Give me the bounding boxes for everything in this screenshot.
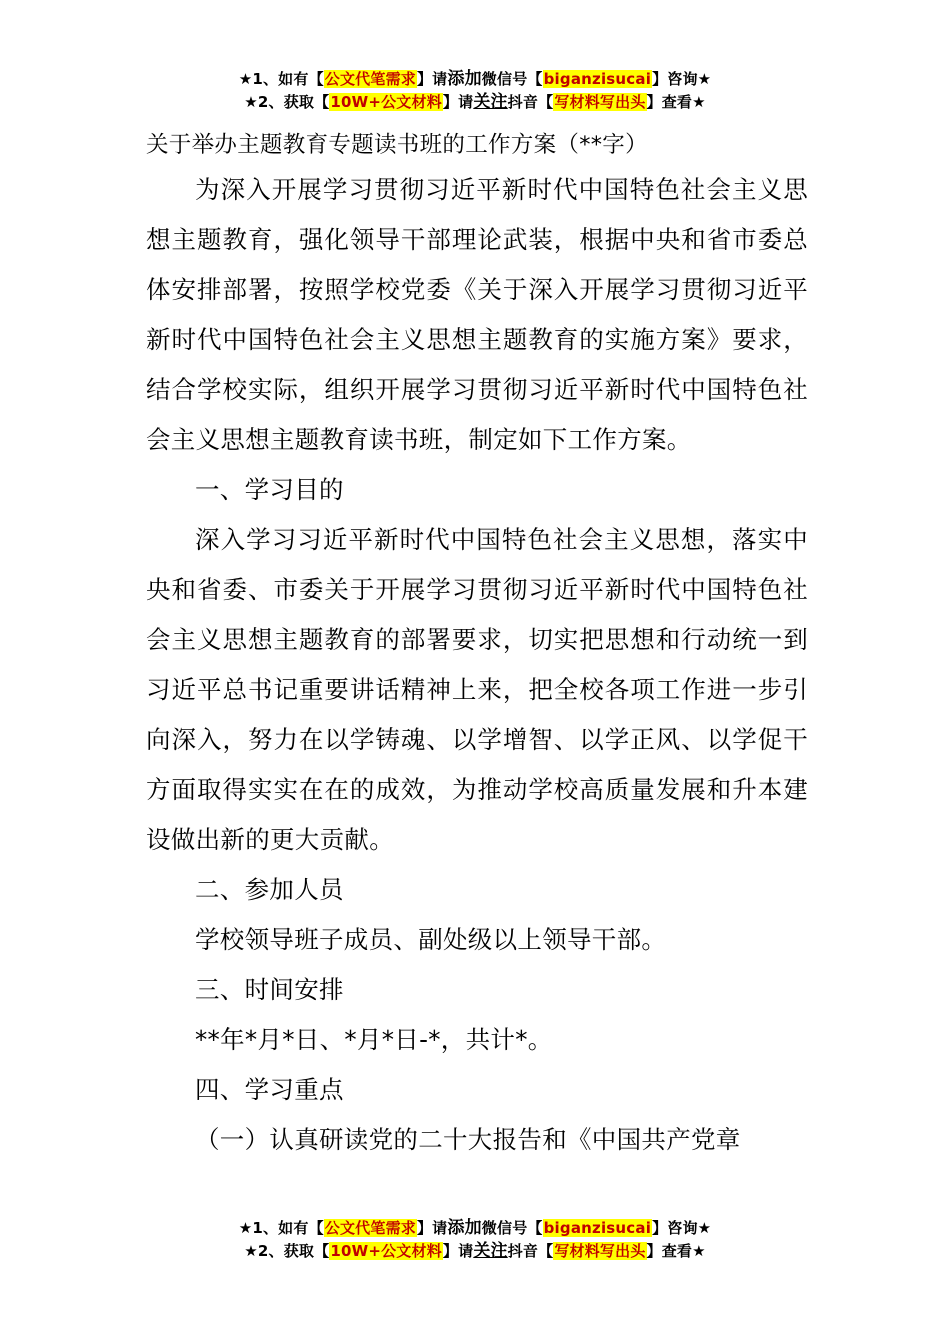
section-heading: 四、学习重点 [195, 1075, 344, 1104]
banner-text: 】咨询★ [652, 70, 712, 88]
banner-line-1 [0, 1217, 950, 1240]
document-title: 关于举办主题教育专题读书班的工作方案（**字） [146, 132, 648, 158]
section-heading: 二、参加人员 [195, 875, 344, 904]
banner-highlight: biganzisucai [543, 70, 652, 88]
banner-text: 】请 [442, 1242, 474, 1260]
banner-text: 微信号【 [481, 1219, 543, 1237]
document-body [146, 125, 808, 1165]
section-paragraph: 深入学习习近平新时代中国特色社会主义思想，落实中央和省委、市委关于开展学习贯彻习近平新时代中国特色社会主义思想主题教育的部署要求，切实把思想和行动统一到习近平总书记重要讲话精神上来，把全校各项工作进一步引向深入，努力在以学铸魂、以学增智、以学正风、以学促干方面取得实实在在的成效，为推动学校高质量发展和升本建设做出新的更大贡献。 [146, 525, 808, 854]
banner-highlight: 公文代笔需求 [324, 70, 416, 88]
section-paragraph: 学校领导班子成员、副处级以上领导干部。 [195, 925, 667, 954]
banner-text: 微信号【 [481, 70, 543, 88]
section-paragraph: **年*月*日、*月*日-*，共计*。 [195, 1025, 553, 1054]
banner-emphasis: 关注 [473, 1241, 508, 1261]
banner-text: 】请 [416, 70, 448, 88]
banner-highlight: 10W+公文材料 [330, 1242, 442, 1260]
footer-banner [0, 1217, 950, 1263]
banner-text: ★1、如有【 [238, 70, 324, 88]
banner-highlight: 写材料写出头 [554, 1242, 646, 1260]
banner-text: 】请 [442, 93, 474, 111]
banner-highlight: biganzisucai [543, 1219, 652, 1237]
banner-line-1 [0, 68, 950, 91]
banner-text: 】查看★ [646, 93, 706, 111]
section-paragraph: （一）认真研读党的二十大报告和《中国共产党章 [195, 1125, 741, 1154]
banner-line-2 [0, 91, 950, 114]
banner-emphasis: 关注 [473, 92, 508, 112]
banner-text: ★1、如有【 [238, 1219, 324, 1237]
banner-highlight: 写材料写出头 [554, 93, 646, 111]
section-heading: 一、学习目的 [195, 475, 344, 504]
banner-line-2 [0, 1240, 950, 1263]
banner-text: ★2、获取【 [244, 93, 330, 111]
banner-text: ★2、获取【 [244, 1242, 330, 1260]
intro-paragraph: 为深入开展学习贯彻习近平新时代中国特色社会主义思想主题教育，强化领导干部理论武装，根据中央和省市委总体安排部署，按照学校党委《关于深入开展学习贯彻习近平新时代中国特色社会主义思想主题教育的实施方案》要求，结合学校实际，组织开展学习贯彻习近平新时代中国特色社会主义思想主题教育读书班，制定如下工作方案。 [146, 175, 808, 454]
header-banner [0, 68, 950, 114]
banner-emphasis: 添加 [447, 69, 482, 89]
banner-highlight: 10W+公文材料 [330, 93, 442, 111]
banner-text: 抖音【 [507, 1242, 554, 1260]
banner-text: 抖音【 [507, 93, 554, 111]
section-heading: 三、时间安排 [195, 975, 344, 1004]
banner-text: 】咨询★ [652, 1219, 712, 1237]
banner-text: 】查看★ [646, 1242, 706, 1260]
banner-text: 】请 [416, 1219, 448, 1237]
banner-emphasis: 添加 [447, 1218, 482, 1238]
banner-highlight: 公文代笔需求 [324, 1219, 416, 1237]
